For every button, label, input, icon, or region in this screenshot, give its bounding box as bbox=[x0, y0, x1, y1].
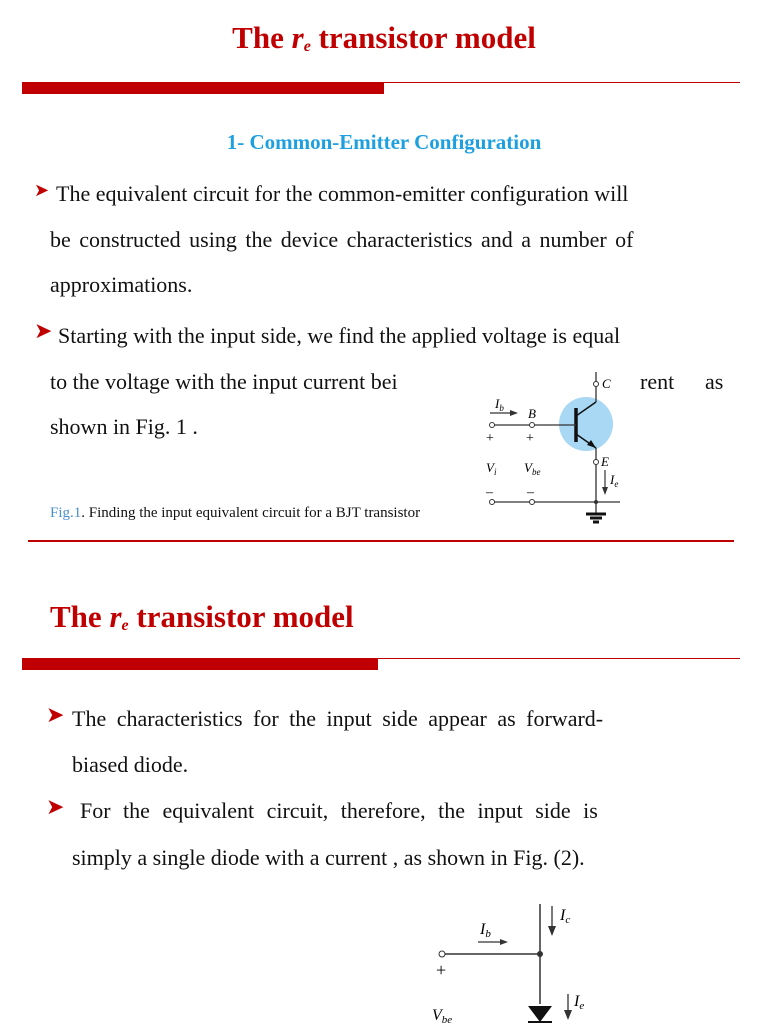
fig1-vi-label: $V_i$ bbox=[486, 460, 497, 477]
slide-divider bbox=[28, 540, 734, 542]
slide1-bullet1-line2 bbox=[50, 227, 726, 253]
fig2-ic-label: Ic bbox=[560, 907, 571, 926]
slide2-title bbox=[50, 599, 354, 635]
fig1-caption-text: . Finding the input equivalent circuit for a BJT transistor bbox=[81, 505, 421, 521]
bullet-arrow-icon: ➤ bbox=[46, 702, 65, 727]
fig2-plus: + bbox=[436, 960, 447, 980]
title-sub: e bbox=[303, 38, 311, 55]
fig2-ib-label: Ib bbox=[480, 921, 491, 940]
title-prefix: The bbox=[232, 20, 292, 55]
transistor-circle bbox=[559, 397, 613, 451]
fig1-b-label: B bbox=[528, 406, 536, 421]
slide2-bullet1-line1: The characteristics for the input side appear as forward- bbox=[72, 706, 604, 731]
fig1-e-label: E bbox=[601, 454, 609, 469]
title-re bbox=[292, 20, 311, 55]
fig1-ie-label: $I_e$ bbox=[610, 472, 619, 489]
fig1-minus-vi: – bbox=[486, 485, 493, 500]
fig1-minus-vbe: – bbox=[527, 485, 534, 500]
slide2-bullet1-line2: biased diode. bbox=[72, 752, 189, 777]
slide1-bullet2-line2b: rent bbox=[640, 369, 675, 394]
title-suffix: transistor model bbox=[310, 20, 536, 55]
slide2-title-bar bbox=[22, 658, 378, 670]
fig1-plus-vi: + bbox=[486, 431, 494, 446]
slide2-bullet2-line2: simply a single diode with a current , as shown in Fig. (2). bbox=[72, 845, 585, 870]
fig2-ie-label: Ie bbox=[574, 993, 585, 1012]
bullet1-line2-text: be constructed using the device characteristics and a number of bbox=[50, 227, 634, 252]
title-prefix: The bbox=[50, 599, 110, 634]
title-sub: e bbox=[121, 617, 129, 634]
bullet-arrow-icon: ➤ bbox=[34, 180, 50, 200]
section-heading: 1- Common-Emitter Configuration bbox=[226, 130, 542, 154]
slide1-title bbox=[0, 20, 768, 56]
slide1-bullet2-line2c: as bbox=[705, 369, 724, 394]
slide1-bullet1-line1: The equivalent circuit for the common-emitter configuration will bbox=[56, 181, 629, 206]
slide1-bullet1-line3: approximations. bbox=[50, 272, 193, 297]
fig1-caption-ref: Fig.1 bbox=[50, 505, 82, 521]
slide2-bullet2-line1: For the equivalent circuit, therefore, the input side is bbox=[80, 798, 598, 823]
fig1-caption bbox=[50, 505, 420, 522]
bullet-arrow-icon: ➤ bbox=[34, 318, 53, 343]
fig1-ib-label: $I_b$ bbox=[495, 396, 504, 413]
fig1-circuit-diagram bbox=[480, 362, 630, 528]
title-var: r bbox=[109, 599, 122, 634]
fig1-plus-vbe: + bbox=[526, 431, 534, 446]
slide1-title-bar bbox=[22, 82, 384, 94]
fig2-diode-diagram bbox=[428, 900, 598, 1024]
title-re bbox=[109, 599, 128, 634]
title-var: r bbox=[291, 20, 304, 55]
slide1-bullet2-line1: Starting with the input side, we find the applied voltage is equal bbox=[58, 323, 621, 348]
slide1-bullet2-line2a: to the voltage with the input current bei bbox=[50, 369, 398, 394]
fig1-c-label: C bbox=[602, 376, 611, 391]
fig1-vbe-label: $V_{be}$ bbox=[524, 460, 541, 477]
bullet-arrow-icon: ➤ bbox=[46, 794, 65, 819]
fig2-vbe-label: Vbe bbox=[432, 1007, 453, 1024]
title-suffix: transistor model bbox=[128, 599, 354, 634]
slide1-bullet2-line3: shown in Fig. 1 . bbox=[50, 414, 198, 439]
